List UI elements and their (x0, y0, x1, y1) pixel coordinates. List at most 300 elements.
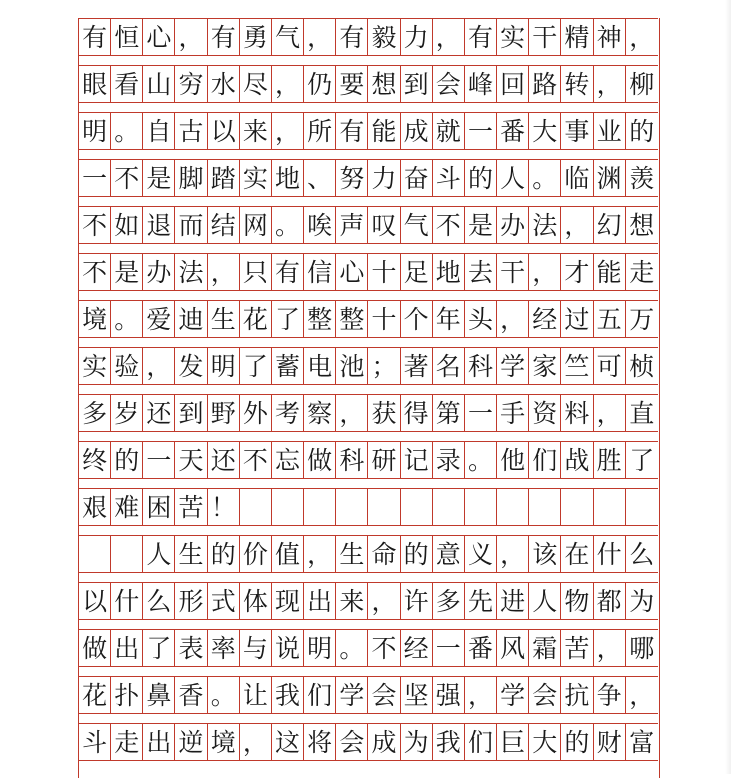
grid-cell: 第 (433, 395, 465, 431)
grid-cell: 精 (561, 19, 593, 55)
grid-cell: 走 (629, 257, 655, 287)
grid-cell: 们 (529, 442, 561, 478)
grid-cell: 斗 (433, 160, 465, 196)
grid-cell: 转 (561, 66, 593, 102)
grid-cell: 的 (561, 724, 593, 760)
grid-cell: 忘 (272, 442, 304, 478)
grid-cell: ， (208, 254, 240, 290)
grid-row (79, 253, 658, 291)
grid-cell: 去 (465, 254, 497, 290)
grid-cell: 毅 (368, 19, 400, 55)
grid-cell: 过 (561, 301, 593, 337)
grid-cell: 柳 (629, 69, 655, 99)
grid-cell: ， (272, 66, 304, 102)
grid-cell: 不 (111, 160, 143, 196)
grid-cell: 番 (465, 630, 497, 666)
grid-cell: 名 (433, 348, 465, 384)
grid-cell: 结 (208, 207, 240, 243)
grid-cell: 爱 (143, 301, 175, 337)
grid-cell: 生 (336, 536, 368, 572)
grid-cell: 苦 (175, 489, 207, 525)
grid-cell: 境 (208, 724, 240, 760)
grid-cell: 成 (401, 113, 433, 149)
grid-cell: ， (143, 348, 175, 384)
grid-cell: 脚 (175, 160, 207, 196)
grid-cell: 学 (497, 348, 529, 384)
grid-cell: 抗 (561, 677, 593, 713)
grid-cell: 会 (368, 677, 400, 713)
grid-cell (594, 489, 626, 525)
manuscript-grid-paper (78, 18, 660, 778)
grid-cell: 风 (497, 630, 529, 666)
grid-cell: 羡 (629, 163, 655, 193)
grid-cell: 迪 (175, 301, 207, 337)
grid-cell: 努 (336, 160, 368, 196)
grid-cell: 能 (368, 113, 400, 149)
grid-cell: 会 (529, 677, 561, 713)
grid-cell (336, 489, 368, 525)
grid-cell: 要 (336, 66, 368, 102)
grid-cell: 说 (272, 630, 304, 666)
grid-row (79, 112, 658, 150)
grid-cell: 逆 (175, 724, 207, 760)
grid-cell: ， (594, 630, 626, 666)
grid-cell: ， (368, 583, 400, 619)
grid-cell: 人 (529, 583, 561, 619)
grid-cell: 办 (497, 207, 529, 243)
grid-cell: 路 (529, 66, 561, 102)
grid-cell: 以 (79, 583, 111, 619)
grid-cell: 是 (111, 254, 143, 290)
grid-cell: 什 (111, 583, 143, 619)
grid-cell: 境 (79, 301, 111, 337)
grid-cell: 著 (401, 348, 433, 384)
grid-cell: 花 (240, 301, 272, 337)
grid-cell: ， (272, 113, 304, 149)
grid-cell: 出 (111, 630, 143, 666)
grid-cell: 花 (79, 677, 111, 713)
grid-cell (368, 489, 400, 525)
grid-cell: 心 (143, 19, 175, 55)
grid-cell: 叹 (368, 207, 400, 243)
grid-cell (79, 536, 111, 572)
grid-cell: 力 (368, 160, 400, 196)
grid-cell: 有 (79, 19, 111, 55)
grid-cell: 眼 (79, 66, 111, 102)
grid-cell: 是 (465, 207, 497, 243)
grid-cell: 困 (143, 489, 175, 525)
grid-cell: 。 (336, 630, 368, 666)
grid-cell: 都 (594, 583, 626, 619)
grid-cell: 一 (465, 395, 497, 431)
grid-cell: 一 (465, 113, 497, 149)
grid-cell: 么 (629, 539, 655, 569)
grid-cell: 发 (175, 348, 207, 384)
page-edge-shadow (725, 0, 731, 774)
grid-cell: 物 (561, 583, 593, 619)
grid-cell: 生 (175, 536, 207, 572)
grid-cell: 记 (401, 442, 433, 478)
grid-cell: ， (304, 19, 336, 55)
grid-cell: 天 (175, 442, 207, 478)
grid-row (79, 206, 658, 244)
grid-cell: 为 (401, 724, 433, 760)
grid-cell: 直 (629, 398, 655, 428)
grid-cell: 是 (143, 160, 175, 196)
grid-cell: 霜 (529, 630, 561, 666)
grid-cell: 研 (368, 442, 400, 478)
grid-cell: 如 (111, 207, 143, 243)
grid-cell: 回 (497, 66, 529, 102)
grid-cell: 不 (433, 207, 465, 243)
grid-cell: 自 (143, 113, 175, 149)
grid-cell: ， (240, 724, 272, 760)
grid-cell: 做 (304, 442, 336, 478)
grid-row (79, 300, 658, 338)
grid-cell: 人 (497, 160, 529, 196)
grid-cell: 许 (401, 583, 433, 619)
grid-cell: ！ (208, 489, 240, 525)
grid-cell: 该 (529, 536, 561, 572)
grid-cell: ， (497, 536, 529, 572)
grid-cell: 奋 (401, 160, 433, 196)
grid-cell: 到 (175, 395, 207, 431)
grid-cell: 了 (240, 348, 272, 384)
grid-cell: 年 (433, 301, 465, 337)
grid-cell: 的 (401, 536, 433, 572)
grid-cell: ， (336, 395, 368, 431)
grid-cell: 巨 (497, 724, 529, 760)
grid-cell: 战 (561, 442, 593, 478)
grid-cell: 的 (465, 160, 497, 196)
grid-cell: 成 (368, 724, 400, 760)
grid-cell: 恒 (111, 19, 143, 55)
grid-cell: 出 (143, 724, 175, 760)
grid-cell: 先 (465, 583, 497, 619)
grid-cell: 气 (272, 19, 304, 55)
grid-cell: 法 (529, 207, 561, 243)
grid-cell: 录 (433, 442, 465, 478)
grid-cell: 。 (208, 677, 240, 713)
grid-cell: 学 (497, 677, 529, 713)
grid-cell: 率 (208, 630, 240, 666)
grid-cell: 形 (175, 583, 207, 619)
grid-cell: 幻 (594, 207, 626, 243)
grid-cell: 个 (401, 301, 433, 337)
grid-cell: 可 (594, 348, 626, 384)
grid-cell: 法 (175, 254, 207, 290)
grid-cell: 事 (561, 113, 593, 149)
grid-cell: 科 (336, 442, 368, 478)
grid-cell: 勇 (240, 19, 272, 55)
grid-cell: 走 (111, 724, 143, 760)
grid-cell (111, 536, 143, 572)
grid-cell: 手 (497, 395, 529, 431)
grid-cell: 大 (529, 724, 561, 760)
grid-cell: 的 (111, 442, 143, 478)
grid-cell: 看 (111, 66, 143, 102)
grid-cell: 、 (304, 160, 336, 196)
grid-row (79, 18, 658, 56)
grid-cell: 察 (304, 395, 336, 431)
grid-cell: 地 (272, 160, 304, 196)
grid-cell: 实 (240, 160, 272, 196)
grid-cell: 一 (433, 630, 465, 666)
grid-cell: 我 (433, 724, 465, 760)
grid-cell: 办 (143, 254, 175, 290)
grid-cell: 有 (272, 254, 304, 290)
grid-cell: 义 (465, 536, 497, 572)
grid-cell: ， (594, 395, 626, 431)
grid-cell: 水 (208, 66, 240, 102)
grid-cell: 声 (336, 207, 368, 243)
grid-cell: 获 (368, 395, 400, 431)
grid-cell: 想 (629, 210, 655, 240)
grid-cell: 干 (497, 254, 529, 290)
grid-cell: 还 (143, 395, 175, 431)
grid-cell: 胜 (594, 442, 626, 478)
grid-cell: 人 (143, 536, 175, 572)
grid-cell: 鼻 (143, 677, 175, 713)
grid-cell: 有 (336, 19, 368, 55)
grid-cell: 资 (529, 395, 561, 431)
grid-cell: 家 (529, 348, 561, 384)
grid-cell: 值 (272, 536, 304, 572)
grid-cell: 番 (497, 113, 529, 149)
grid-cell: 万 (629, 304, 655, 334)
grid-cell: 。 (272, 207, 304, 243)
grid-cell: 会 (433, 66, 465, 102)
grid-cell: 渊 (594, 160, 626, 196)
grid-cell: 整 (336, 301, 368, 337)
grid-cell: 唉 (304, 207, 336, 243)
grid-cell: 所 (304, 113, 336, 149)
grid-cell: ， (175, 19, 207, 55)
grid-cell: 外 (240, 395, 272, 431)
grid-cell: 还 (208, 442, 240, 478)
grid-cell: 有 (465, 19, 497, 55)
grid-cell: 意 (433, 536, 465, 572)
grid-cell: 山 (143, 66, 175, 102)
grid-row (79, 488, 658, 526)
grid-cell: ， (497, 301, 529, 337)
grid-cell: 让 (240, 677, 272, 713)
grid-row (79, 629, 658, 667)
grid-cell: 苦 (561, 630, 593, 666)
grid-cell: 这 (272, 724, 304, 760)
grid-cell: 五 (594, 301, 626, 337)
grid-cell: 艰 (79, 489, 111, 525)
grid-cell: 经 (401, 630, 433, 666)
grid-cell: 岁 (111, 395, 143, 431)
grid-cell: 将 (304, 724, 336, 760)
grid-cell: 做 (79, 630, 111, 666)
grid-cell: 明 (208, 348, 240, 384)
grid-cell: 。 (111, 113, 143, 149)
grid-cell: 业 (594, 113, 626, 149)
grid-cell: 现 (272, 583, 304, 619)
grid-cell (626, 489, 658, 525)
grid-cell (272, 489, 304, 525)
grid-cell: 古 (175, 113, 207, 149)
grid-cell: 气 (401, 207, 433, 243)
grid-cell: 学 (336, 677, 368, 713)
grid-cell: 有 (336, 113, 368, 149)
grid-cell: 多 (433, 583, 465, 619)
grid-row (79, 347, 658, 385)
grid-cell: 来 (240, 113, 272, 149)
grid-cell: 我 (272, 677, 304, 713)
grid-cell: 。 (529, 160, 561, 196)
grid-cell: 什 (594, 536, 626, 572)
grid-cell: 表 (175, 630, 207, 666)
grid-cell: 穷 (175, 66, 207, 102)
grid-cell (401, 489, 433, 525)
grid-cell: 不 (240, 442, 272, 478)
grid-cell: 大 (529, 113, 561, 149)
grid-row (79, 582, 658, 620)
grid-cell: 心 (336, 254, 368, 290)
grid-cell: 么 (143, 583, 175, 619)
grid-row (79, 535, 658, 573)
grid-cell: 足 (401, 254, 433, 290)
grid-cell: 不 (368, 630, 400, 666)
grid-cell: 会 (336, 724, 368, 760)
grid-cell: 为 (629, 586, 655, 616)
grid-cell: ， (304, 536, 336, 572)
grid-cell: 只 (240, 254, 272, 290)
grid-cell: 来 (336, 583, 368, 619)
grid-row (79, 676, 658, 714)
grid-cell: 。 (111, 301, 143, 337)
grid-cell: 生 (208, 301, 240, 337)
grid-cell: 他 (497, 442, 529, 478)
grid-cell: 的 (208, 536, 240, 572)
grid-cell: 香 (175, 677, 207, 713)
grid-cell: 与 (240, 630, 272, 666)
grid-row (79, 394, 658, 432)
grid-cell: 力 (401, 19, 433, 55)
grid-cell: 到 (401, 66, 433, 102)
grid-cell (497, 489, 529, 525)
grid-cell: 。 (465, 442, 497, 478)
grid-cell: 一 (79, 160, 111, 196)
grid-cell: 得 (401, 395, 433, 431)
grid-cell: 了 (143, 630, 175, 666)
grid-cell: 竺 (561, 348, 593, 384)
grid-cell: ， (433, 19, 465, 55)
grid-cell: ， (561, 207, 593, 243)
grid-cell: 终 (79, 442, 111, 478)
grid-cell: 退 (143, 207, 175, 243)
grid-cell: 富 (629, 727, 655, 757)
grid-cell: 难 (111, 489, 143, 525)
grid-cell: 十 (368, 254, 400, 290)
grid-cell: ； (368, 348, 400, 384)
grid-cell (304, 489, 336, 525)
grid-cell: 想 (368, 66, 400, 102)
grid-cell: 在 (561, 536, 593, 572)
grid-cell: ， (465, 677, 497, 713)
grid-cell: 式 (208, 583, 240, 619)
grid-cell: 强 (433, 677, 465, 713)
grid-cell: 了 (629, 445, 655, 475)
grid-cell: 尽 (240, 66, 272, 102)
grid-row (79, 441, 658, 479)
grid-cell: ， (629, 22, 655, 52)
grid-cell: 一 (143, 442, 175, 478)
grid-cell: 仍 (304, 66, 336, 102)
grid-cell: 就 (433, 113, 465, 149)
grid-cell: 科 (465, 348, 497, 384)
grid-cell: 多 (79, 395, 111, 431)
grid-cell: 能 (594, 254, 626, 290)
grid-row (79, 159, 658, 197)
grid-cell: 不 (79, 207, 111, 243)
grid-cell: 体 (240, 583, 272, 619)
grid-cell: 争 (594, 677, 626, 713)
grid-cell: 哪 (629, 633, 655, 663)
grid-cell: 整 (304, 301, 336, 337)
grid-cell: ， (629, 680, 655, 710)
grid-cell: 验 (111, 348, 143, 384)
grid-cell: 网 (240, 207, 272, 243)
grid-cell (465, 489, 497, 525)
grid-cell: 斗 (79, 724, 111, 760)
grid-cell: 池 (336, 348, 368, 384)
grid-cell: 有 (208, 19, 240, 55)
grid-cell: 头 (465, 301, 497, 337)
grid-cell: 才 (561, 254, 593, 290)
grid-cell: 临 (561, 160, 593, 196)
grid-cell: 经 (529, 301, 561, 337)
grid-cell: 命 (368, 536, 400, 572)
grid-cell: 出 (304, 583, 336, 619)
grid-cell (240, 489, 272, 525)
grid-cell: 实 (79, 348, 111, 384)
grid-cell: 以 (208, 113, 240, 149)
grid-cell: 料 (561, 395, 593, 431)
grid-cell: 峰 (465, 66, 497, 102)
grid-cell: 财 (594, 724, 626, 760)
grid-cell: 坚 (401, 677, 433, 713)
grid-cell: ， (594, 66, 626, 102)
grid-cell: 了 (272, 301, 304, 337)
grid-cell: 踏 (208, 160, 240, 196)
grid-cell: 信 (304, 254, 336, 290)
grid-cell (561, 489, 593, 525)
grid-cell: 价 (240, 536, 272, 572)
grid-cell: 神 (594, 19, 626, 55)
grid-cell: 进 (497, 583, 529, 619)
grid-cell: 的 (629, 116, 655, 146)
grid-cell: 桢 (629, 351, 655, 381)
grid-cell: 蓄 (272, 348, 304, 384)
grid-cell: 考 (272, 395, 304, 431)
grid-cell: 明 (304, 630, 336, 666)
grid-cell: ， (529, 254, 561, 290)
grid-row (79, 65, 658, 103)
grid-cell (433, 489, 465, 525)
grid-row (79, 723, 658, 761)
grid-cell: 们 (304, 677, 336, 713)
grid-cell: 地 (433, 254, 465, 290)
grid-cell: 明 (79, 113, 111, 149)
grid-cell: 不 (79, 254, 111, 290)
grid-cell: 十 (368, 301, 400, 337)
grid-cell: 实 (497, 19, 529, 55)
grid-cell (529, 489, 561, 525)
